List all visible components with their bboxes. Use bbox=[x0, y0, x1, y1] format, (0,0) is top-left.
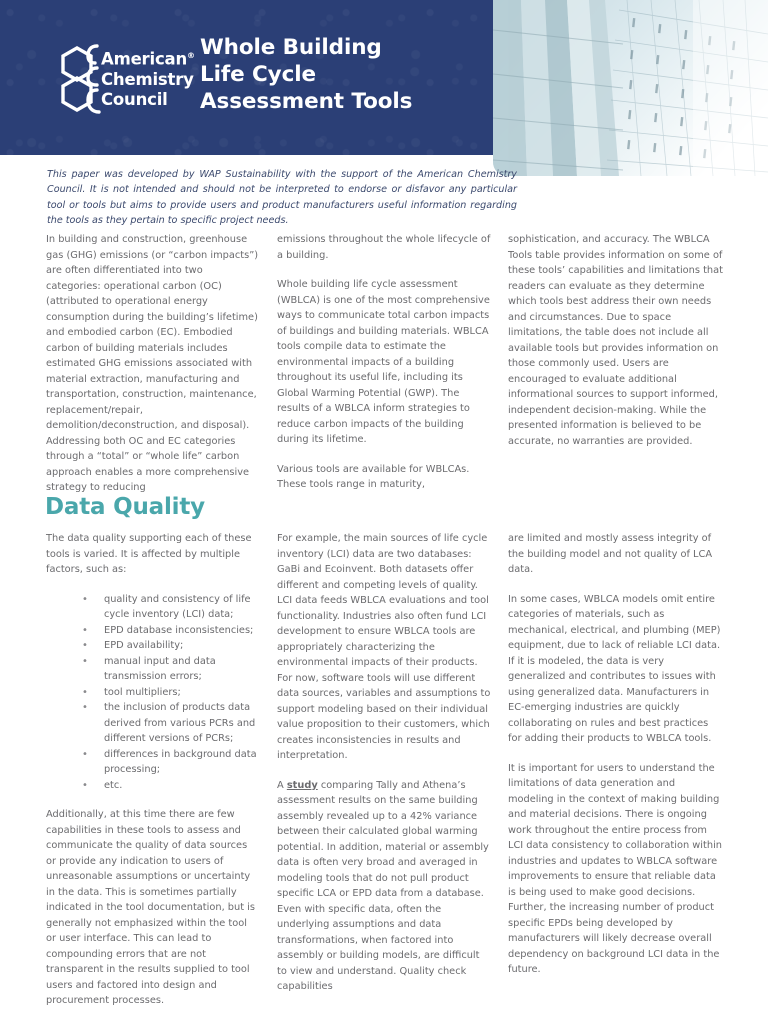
list-item: • EPD database inconsistencies; bbox=[82, 623, 260, 639]
list-item: • tool multipliers; bbox=[82, 685, 260, 701]
paragraph: Additionally, at this time there are few capabilities in these tools to assess and communicate the quality of data sources or provide any indication to users of unreasonable assumptions or uncertainty in the data. This is sometimes partially indicated in the tool documentation, but is generally not emphasized within the tool or user interface. This can lead to compounding errors that are not transparent in the results supplied to tool users and factored into design and procurement processes. bbox=[46, 809, 256, 1006]
logo-line-chemistry: Chemistry bbox=[101, 69, 194, 89]
glass-facade-illustration bbox=[493, 0, 768, 176]
section-heading-data-quality: Data Quality bbox=[45, 494, 205, 520]
intro-column-3 bbox=[508, 232, 723, 449]
page-title-line-1: Whole Building bbox=[200, 35, 382, 60]
paragraph: In some cases, WBLCA models omit entire categories of materials, such as mechanical, electrical, and plumbing (MEP) equipment, due to lack of reliable LCI data. If it is modeled, the data is very generalized and contributes to issues with using generalized data. Manufacturers in EC-emerging industries are quickly collaborating on rules and best practices for adding their products to WBLCA tools. bbox=[508, 593, 721, 744]
paragraph: Whole building life cycle assessment (WBLCA) is one of the most comprehensive ways to communicate total carbon impacts of buildings and building materials. WBLCA tools compile data to estimate the environmental impacts of a building throughout its useful life, including its Global Warming Potential (GWP). The results of a WBLCA inform strategies to reduce carbon impacts of the building during its lifetime. bbox=[277, 279, 490, 445]
data-quality-column-1 bbox=[46, 531, 260, 1009]
registered-mark-icon: ® bbox=[187, 51, 195, 60]
page-title-line-2: Life Cycle bbox=[200, 62, 316, 87]
list-item: • quality and consistency of life cycle inventory (LCI) data; bbox=[82, 592, 260, 623]
logo-line-american: American bbox=[101, 49, 188, 69]
paragraph: In building and construction, greenhouse gas (GHG) emissions (or “carbon impacts”) are often differentiated into two categories: operational carbon (OC) (attributed to operational energy consumption during the building’s lifetime) and embodied carbon (EC). Embodied carbon of building materials includes estimated GHG emissions associated with material extraction, manufacturing and transportation, construction, maintenance, replacement/repair, demolition/deconstruction, and disposal). Addressing both OC and EC categories through a “total” or “whole life” carbon approach enables a more comprehensive strategy to reducing bbox=[46, 234, 259, 493]
paragraph-with-link bbox=[277, 778, 491, 995]
acc-logo bbox=[57, 44, 197, 116]
paragraph: are limited and mostly assess integrity of the building model and not quality of LCA data. bbox=[508, 533, 713, 575]
logo-line-council: Council bbox=[101, 89, 168, 109]
disclaimer-note: This paper was developed by WAP Sustainability with the support of the American Chemistry Council. It is not intended and should not be interpreted to endorse or disfavor any particular tool or tools but aims to provide users and product manufacturers useful information regarding the tools as they pertain to specific project needs. bbox=[47, 169, 517, 226]
list-item: • manual input and data transmission errors; bbox=[82, 654, 260, 685]
paragraph-prefix: A bbox=[277, 779, 287, 791]
paragraph: sophistication, and accuracy. The WBLCA Tools table provides information on some of these tools’ capabilities and limitations that readers can evaluate as they determine which tools best address their own needs and circumstances. Due to space limitations, the table does not include all available tools but provides information on those commonly used. Users are encouraged to evaluate additional informational sources to support informed, independent decision-making. While the presented information is believed to be accurate, no warranties are provided. bbox=[508, 234, 723, 447]
paragraph: It is important for users to understand the limitations of data generation and modeling in the context of making building and material decisions. There is ongoing work throughout the entire process from LCI data consistency to collaboration within industries and updates to WBLCA software improvements to ensure that reliable data is being used to make good decisions. Further, the increasing number of product specific EPDs being developed by manufacturers will likely decrease overall dependency on background LCI data in the future. bbox=[508, 762, 722, 975]
list-item: • differences in background data processing; bbox=[82, 747, 260, 778]
page-title-line-3: Assessment Tools bbox=[200, 89, 413, 114]
list-item: • etc. bbox=[82, 778, 260, 794]
intro-column-1 bbox=[46, 232, 260, 496]
paragraph-rest: comparing Tally and Athena’s assessment results on the same building assembly revealed up to a 42% variance between their calculated global warming potential. In addition, material or assembly data is often very broad and averaged in modeling tools that do not pull product specific LCA or EPD data from a database. Even with specific data, often the underlying assumptions and data transformations, when factored into assembly or building models, are difficult to view and understand. Quality check capabilities bbox=[277, 779, 489, 992]
page-header bbox=[0, 0, 768, 155]
page-title bbox=[200, 34, 412, 115]
acc-logo-wordmark bbox=[101, 46, 195, 110]
paragraph: The data quality supporting each of these tools is varied. It is affected by multiple factors, such as: bbox=[46, 533, 252, 575]
study-link[interactable]: study bbox=[286, 779, 318, 791]
data-quality-factors-list bbox=[46, 592, 260, 794]
paragraph: Various tools are available for WBLCAs. These tools range in maturity, bbox=[277, 463, 470, 490]
data-quality-column-2 bbox=[277, 531, 491, 995]
hexagon-logo-icon bbox=[57, 44, 101, 116]
list-item: • the inclusion of products data derived from various PCRs and different versions of PCRs; bbox=[82, 700, 260, 747]
intro-column-2 bbox=[277, 232, 491, 493]
paragraph: emissions throughout the whole lifecycle of a building. bbox=[277, 234, 491, 261]
data-quality-column-3 bbox=[508, 531, 723, 978]
header-photo-building-facade bbox=[493, 0, 768, 176]
list-item: • EPD availability; bbox=[82, 638, 260, 654]
paragraph: For example, the main sources of life cycle inventory (LCI) data are two databases: GaBi and Ecoinvent. Both datasets offer different and competing levels of quality. LCI data feeds WBLCA evaluations and tool functionality. Industries also often fund LCI development to ensure WBLCA tools are appropriately characterizing the environmental impacts of their products. For now, software tools will use different data sources, variables and assumptions to support modeling based on their individual value proposition to their customers, which creates inconsistencies in results and interpretation. bbox=[277, 533, 491, 761]
